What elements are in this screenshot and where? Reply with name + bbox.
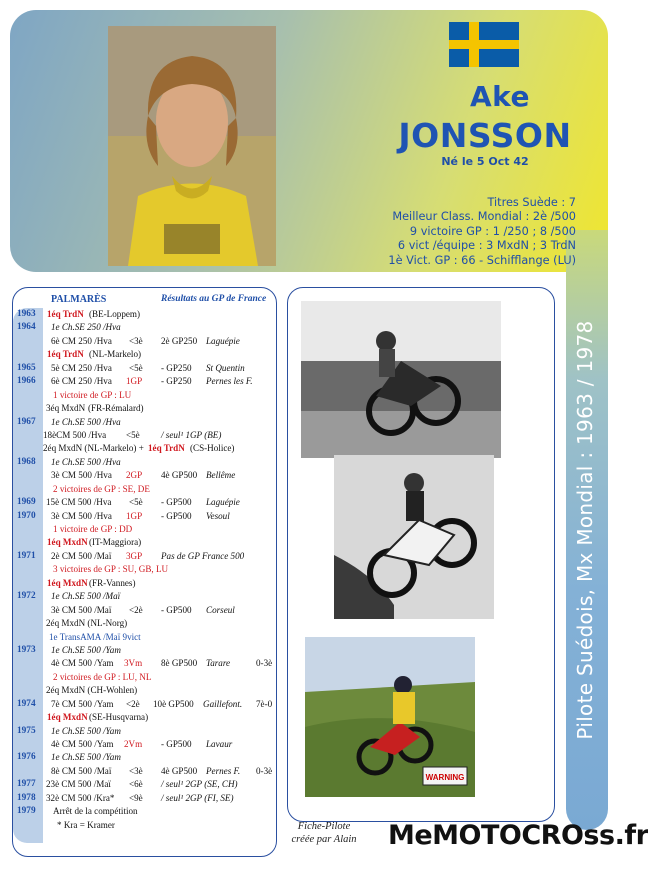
row-cell: 2éq MxdN (NL-Norg) [46,618,128,629]
row-cell: 15è CM 500 /Hva [46,497,112,508]
row-cell: - GP500 [161,604,192,615]
row-cell: 1e Ch.SE 500 /Yam [51,752,121,763]
photo-hill-climb [305,637,475,797]
row-year: 1979 [17,806,36,817]
row-cell: <3è [129,335,143,346]
row-cell: 3Vm [124,658,143,669]
row-cell: 5è CM 250 /Hva [51,362,112,373]
row-cell: 18èCM 500 /Hva [43,429,107,440]
palmares-row [13,819,278,832]
row-cell: - GP500 [161,510,192,521]
palmares-row [13,469,278,482]
palmares-title: PALMARÈS [51,294,107,305]
palmares-row [13,805,278,818]
career-stats [380,196,606,268]
palmares-row [13,362,278,375]
row-cell: 1e Ch.SE 500 /Maï [51,591,121,602]
row-year: 1969 [17,497,36,508]
row-year: 1974 [17,698,36,709]
row-cell: - GP250 [161,362,192,373]
row-cell: (BE-Loppem) [89,309,141,319]
row-cell: Laguépie [206,497,240,508]
palmares-row [13,442,278,455]
sweden-flag-icon [449,22,519,67]
row-cell: * Kra = Kramer [57,819,115,830]
row-cell: (FR-Vannes) [89,577,136,588]
palmares-row [13,429,278,442]
row-cell: / seul¹ 1GP (BE) [161,429,222,440]
row-cell: 1éq TrdN [148,443,185,454]
row-cell: - GP500 [161,497,192,508]
credit [280,820,368,846]
row-cell: Pernes les F. [206,376,253,387]
row-cell: <5è [129,497,143,508]
row-cell: / seul¹ 2GP (FI, SE) [161,792,234,803]
row-cell: Corseul [206,604,235,615]
row-cell: 2 victoires de GP : LU, NL [53,671,152,682]
palmares-row [13,510,278,523]
palmares-row [13,631,278,644]
row-year: 1975 [17,725,36,736]
palmares-row [13,308,278,321]
row-cell: 2è GP250 [161,335,198,346]
palmares-row [13,657,278,670]
row-cell: 10è GP500 [153,698,194,709]
palmares-row [13,765,278,778]
row-cell: - GP500 [161,739,192,749]
palmares-row [13,321,278,334]
row-cell: 1GP [126,376,143,387]
row-cell: 4è GP500 [161,765,198,776]
palmares-row [13,617,278,630]
row-cell: <5è [129,362,143,373]
row-cell: 1 victoire de GP : LU [53,389,132,400]
row-cell: (FR-Rémalard) [88,403,144,414]
row-cell: Pas de GP France 500 [161,550,245,561]
rider-portrait [108,26,276,266]
row-cell: 3éq MxdN [46,403,86,414]
row-cell: Arrêt de la compétition [53,806,138,817]
palmares-row [13,456,278,469]
row-year: 1977 [17,779,36,790]
row-cell: 2éq MxdN (NL-Markelo) + [43,443,144,454]
row-cell: (SE-Husqvarna) [89,712,149,723]
row-cell: 6è CM 250 /Hva [51,376,112,387]
stat-line: 1è Vict. GP : 66 - Schifflange (LU) [388,253,576,267]
stat-line: Titres Suède : 7 [487,196,576,209]
row-year: 1976 [17,752,36,763]
row-cell: 4è GP500 [161,470,198,481]
row-cell: 1 victoire de GP : DD [53,524,133,534]
palmares-row [13,698,278,711]
palmares-row [13,550,278,563]
photos-panel [287,287,555,822]
row-year: 1971 [17,550,36,561]
palmares-row [13,563,278,576]
palmares-rows [13,308,278,832]
palmares-row [13,644,278,657]
photo-jump-crowd [301,301,501,458]
palmares-row [13,738,278,751]
row-cell: Tarare [206,658,231,669]
photo-wheelie [334,455,494,619]
row-cell: 32è CM 500 /Kra* [46,792,115,803]
row-cell: 1e Ch.SE 500 /Yam [51,725,121,736]
palmares-row [13,778,278,791]
row-cell: 3 victoires de GP : SU, GB, LU [53,564,169,575]
row-cell: 0-3è [256,765,273,776]
palmares-row [13,523,278,536]
row-cell: <3è [129,765,143,776]
birth-date: Né le 5 Oct 42 [441,155,529,168]
row-cell: 7è-0 [256,698,273,709]
row-year: 1968 [17,456,36,467]
row-cell: <6è [129,779,143,790]
row-cell: 4è CM 500 /Yam [51,658,114,669]
row-cell: 0-3è [256,658,273,669]
row-cell: 1e Ch.SE 500 /Hva [51,456,121,467]
palmares-row [13,751,278,764]
row-cell: 23è CM 500 /Maï [46,779,111,790]
palmares-panel [12,287,277,857]
row-year: 1972 [17,591,36,602]
row-cell: Laguépie [206,335,240,346]
row-year: 1978 [17,792,36,803]
row-cell: 8è GP500 [161,658,198,669]
row-year: 1970 [17,510,36,521]
row-cell: 1éq MxdN [47,577,88,588]
row-cell: 1e TransAMA /Maï 9vict [49,631,141,642]
credit-line-2: créée par Alain [291,834,357,845]
palmares-row [13,335,278,348]
row-cell: Gaillefont. [203,698,243,709]
row-cell: 1e Ch.SE 500 /Yam [51,644,121,655]
row-cell: Bellême [206,470,236,481]
row-year: 1964 [17,322,36,333]
row-cell: 3è CM 500 /Hva [51,470,112,481]
row-cell: 7è CM 500 /Yam [51,698,114,709]
side-title: Pilote Suédois, Mx Mondial : 1963 / 1978 [573,320,597,740]
row-year: 1966 [17,376,36,387]
gp-results-header: Résultats au GP de France [161,294,267,304]
stat-line: 6 vict /équipe : 3 MxdN ; 3 TrdN [397,239,576,253]
row-year: 1963 [17,309,36,319]
row-cell: (NL-Markelo) [89,349,142,360]
row-cell: <9è [129,792,143,803]
row-cell: 3è CM 500 /Maï [51,604,112,615]
palmares-row [13,402,278,415]
palmares-row [13,711,278,724]
row-cell: 1GP [126,510,143,521]
rider-last-name: JONSSON [398,116,572,155]
stat-line: 9 victoire GP : 1 /250 ; 8 /500 [409,224,576,238]
row-cell: 1éq MxdN [47,712,88,723]
row-cell: 1éq TrdN [47,349,84,360]
palmares-row [13,389,278,402]
row-cell: 4è CM 500 /Yam [51,739,114,749]
row-cell: 3GP [126,550,143,561]
palmares-row [13,604,278,617]
palmares-row [13,483,278,496]
palmares-row [13,536,278,549]
row-cell: Lavaur [206,739,233,749]
palmares-row [13,496,278,509]
row-cell: 2Vm [124,739,143,749]
palmares-row [13,671,278,684]
row-cell: <5è [126,429,140,440]
row-cell: Pernes F. [206,765,241,776]
palmares-row [13,725,278,738]
warning-sign: WARNING [425,773,465,782]
palmares-row [13,416,278,429]
palmares-row [13,348,278,361]
row-cell: Vesoul [206,510,230,521]
row-year: 1973 [17,644,36,655]
row-cell: 1e Ch.SE 500 /Hva [51,416,121,427]
site-logo[interactable]: MeMOTOCROss.fr [388,820,648,851]
rider-first-name: Ake [469,80,531,113]
row-cell: St Quentin [206,362,245,373]
row-cell: (CS-Holice) [190,443,235,454]
row-year: 1965 [17,362,36,373]
row-cell: 2GP [126,470,143,481]
row-cell: 8è CM 500 /Maï [51,765,112,776]
palmares-row [13,375,278,388]
row-cell: 1éq TrdN [47,309,84,319]
stat-line: Meilleur Class. Mondial : 2è /500 [392,210,576,224]
row-cell: 6è CM 250 /Hva [51,335,112,346]
row-cell: 1éq MxdN [47,537,88,548]
row-cell: 3è CM 500 /Hva [51,510,112,521]
row-cell: 1e Ch.SE 250 /Hva [51,322,121,333]
row-cell: (IT-Maggiora) [89,537,142,548]
palmares-row [13,792,278,805]
credit-line-1: Fiche-Pilote [297,821,351,832]
row-cell: 2éq MxdN (CH-Wohlen) [46,685,138,696]
palmares-row [13,577,278,590]
row-cell: <2è [126,698,140,709]
palmares-row [13,684,278,697]
palmares-row [13,590,278,603]
row-cell: / seul¹ 2GP (SE, CH) [161,779,238,790]
row-cell: 2è CM 500 /Maï [51,550,112,561]
row-cell: 2 victoires de GP : SE, DE [53,483,150,494]
row-cell: - GP250 [161,376,192,387]
row-cell: <2è [129,604,143,615]
row-year: 1967 [17,416,36,427]
